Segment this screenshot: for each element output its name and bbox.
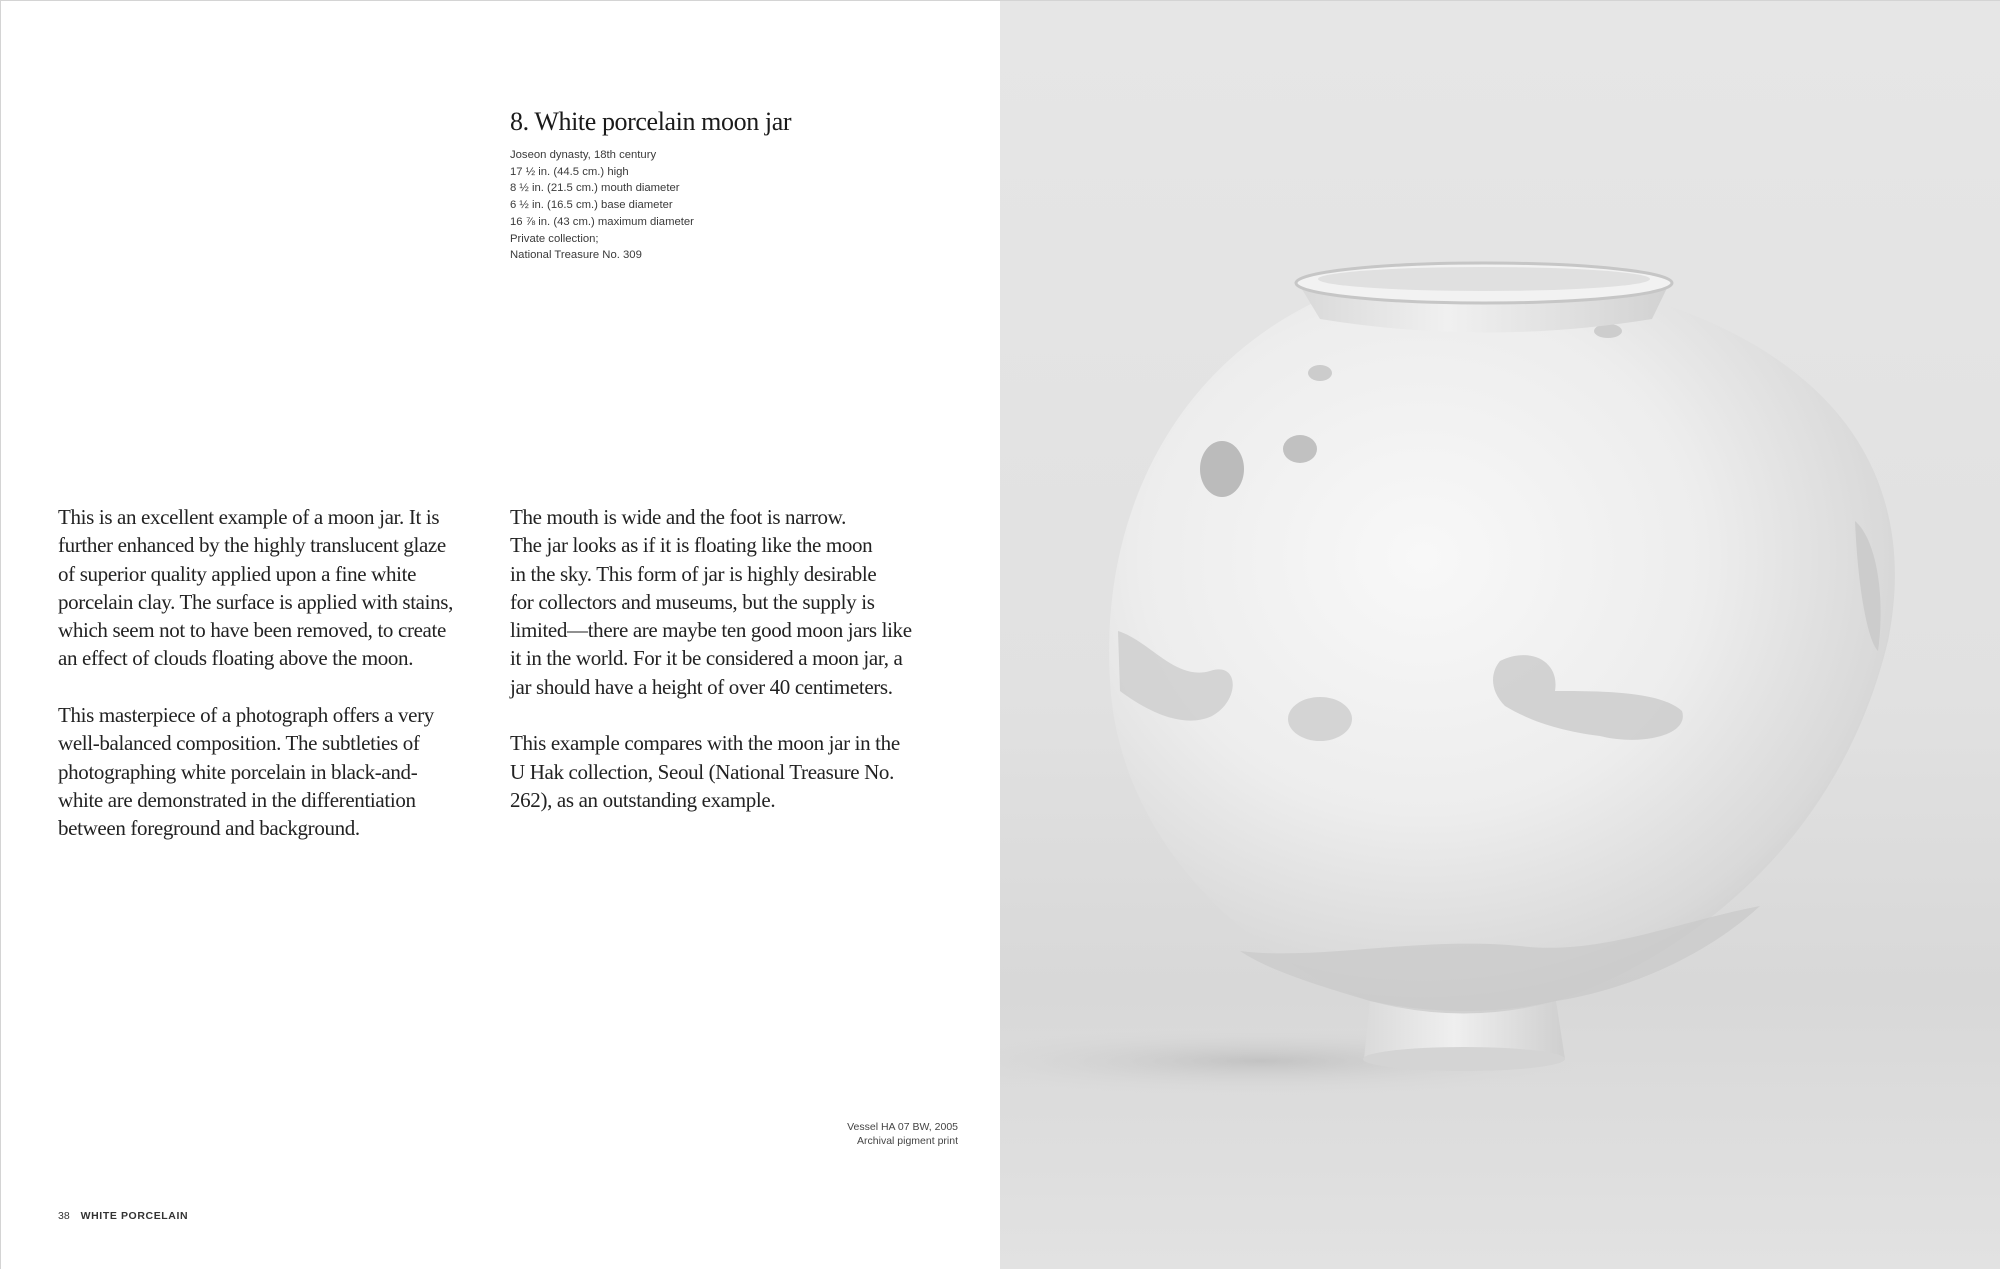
right-page-photograph	[1000, 1, 2000, 1269]
page-number: 38	[58, 1210, 70, 1222]
plate-detail-treasure-number: National Treasure No. 309	[510, 249, 642, 262]
body-paragraph: This masterpiece of a photograph offers a very well-balanced composition. The subtleties of photographing white porcelain in black-and- white are demonstrated in the differentiation between foreground and background.	[58, 703, 434, 841]
body-column-left	[58, 503, 513, 871]
section-name: WHITE PORCELAIN	[80, 1210, 189, 1222]
plate-title: 8. White porcelain moon jar	[510, 107, 792, 136]
glaze-stain	[1283, 435, 1317, 463]
jar-mouth-opening	[1318, 267, 1650, 291]
plate-detail-mouth-diameter: 8 ½ in. (21.5 cm.) mouth diameter	[510, 182, 680, 195]
running-footer	[58, 1210, 188, 1222]
plate-detail-period: Joseon dynasty, 18th century	[510, 149, 657, 161]
plate-detail-height: 17 ½ in. (44.5 cm.) high	[510, 165, 629, 178]
plate-detail-collection: Private collection;	[510, 232, 599, 245]
jar-body	[1109, 301, 1895, 1014]
body-paragraph: This is an excellent example of a moon jar. It is further enhanced by the highly translucent glaze of superior quality applied upon a fine white porcelain clay. The surface is applied with stains, which seem not to have been removed, to create an effect of clouds floating above the moon.	[58, 505, 454, 671]
photo-caption	[847, 1121, 958, 1148]
plate-details	[510, 147, 694, 264]
moon-jar-photograph	[1000, 1, 2000, 1269]
glaze-stain	[1200, 441, 1244, 497]
body-column-right	[510, 503, 970, 843]
body-paragraph: This example compares with the moon jar in the U Hak collection, Seoul (National Treasure No. 262), as an outstanding example.	[510, 731, 900, 812]
plate-detail-base-diameter: 6 ½ in. (16.5 cm.) base diameter	[510, 199, 673, 212]
left-page	[1, 1, 1000, 1269]
photo-caption-title: Vessel HA 07 BW, 2005	[847, 1121, 958, 1133]
glaze-stain	[1288, 697, 1352, 741]
plate-detail-maximum-diameter: 16 ⅞ in. (43 cm.) maximum diameter	[510, 215, 694, 228]
glaze-stain	[1308, 365, 1332, 381]
jar-foot-rim	[1363, 1047, 1565, 1071]
photo-caption-medium: Archival pigment print	[857, 1134, 958, 1147]
body-paragraph: The mouth is wide and the foot is narrow. The jar looks as if it is floating like the moon in the sky. This form of jar is highly desirable for collectors and museums, but the supply is limited—there are maybe ten good moon jars like it in the world. For it be considered a moon jar, a jar should have a height of over 40 centimeters.	[510, 505, 912, 699]
